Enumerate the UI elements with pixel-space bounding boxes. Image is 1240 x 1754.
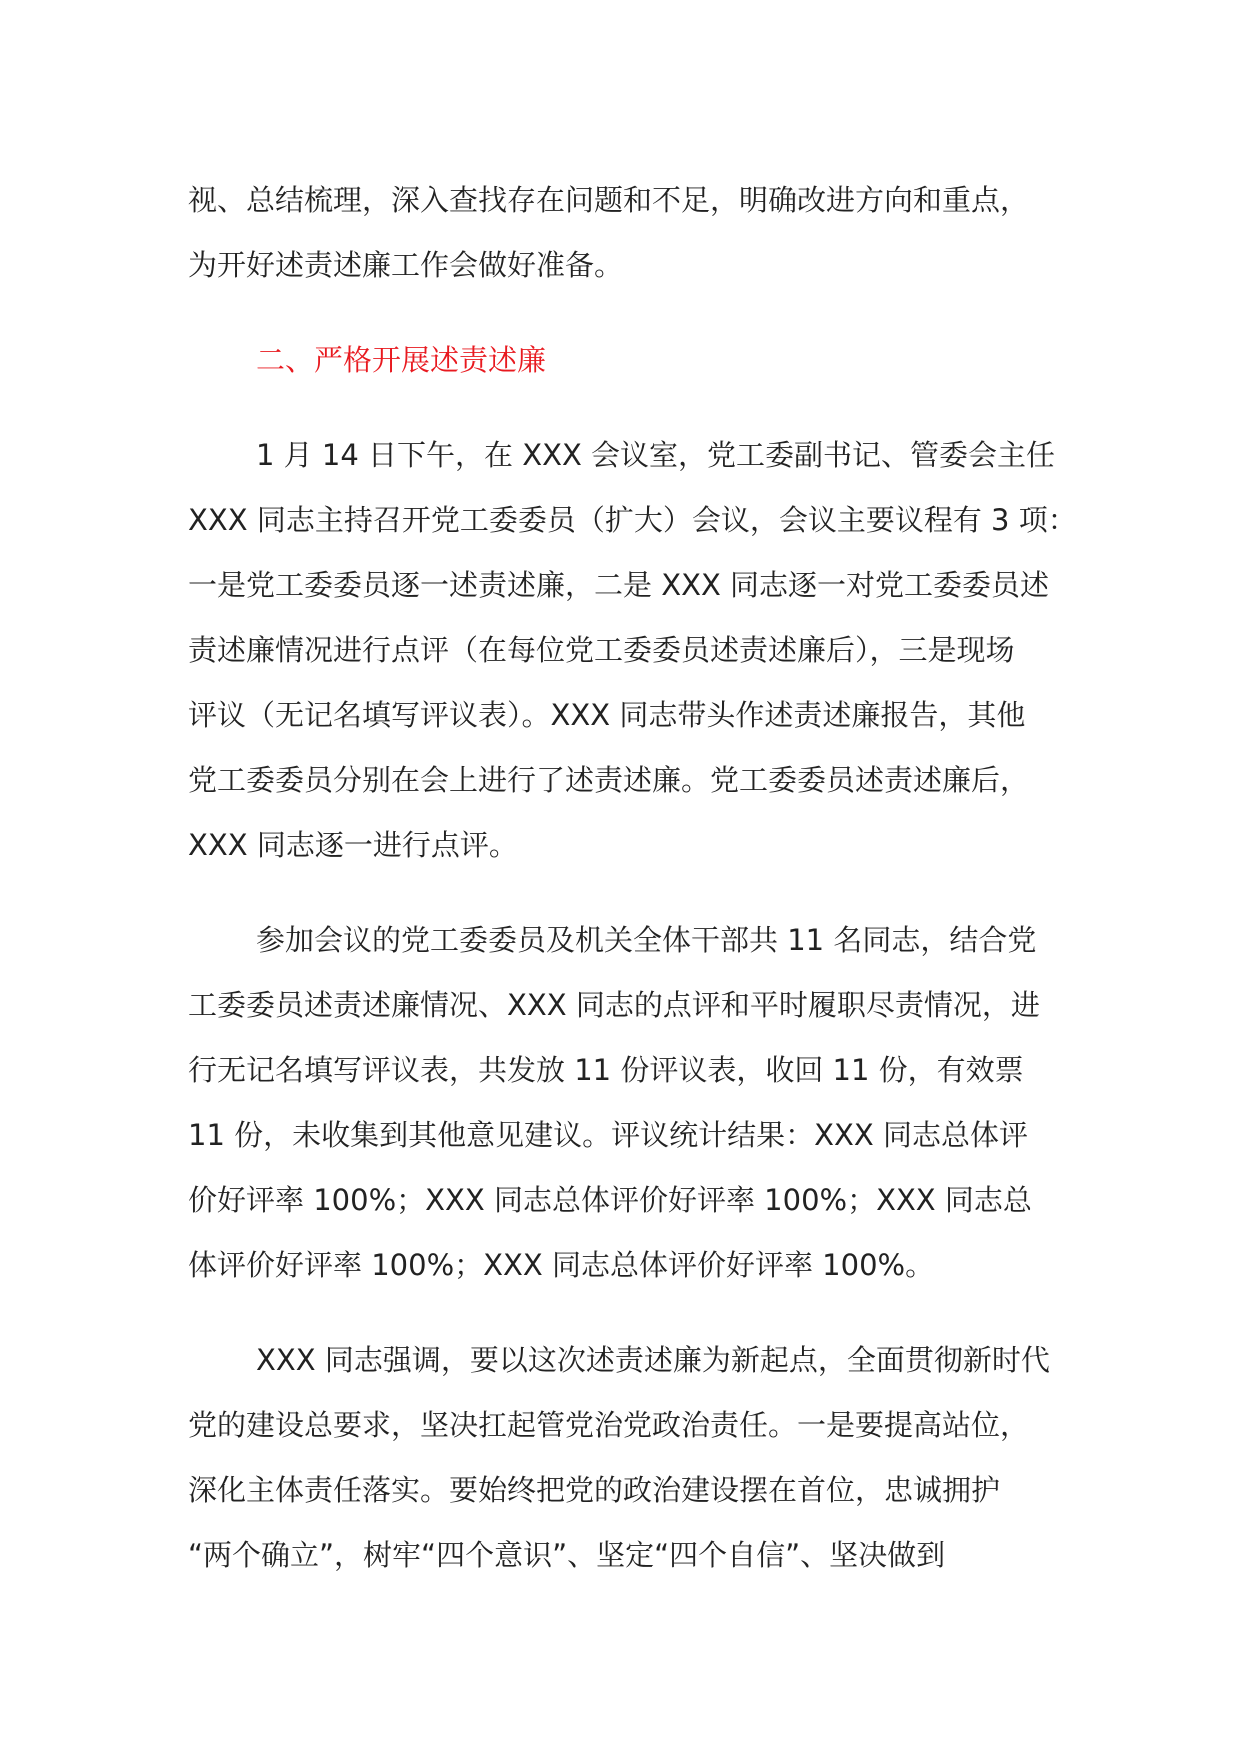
paragraph-line: 视、总结梳理，深入查找存在问题和不足，明确改进方向和重点， — [188, 183, 1030, 217]
paragraph-line: 工委委员述责述廉情况、XXX 同志的点评和平时履职尽责情况，进 — [188, 988, 1040, 1022]
paragraph-4 — [188, 1328, 1058, 1588]
paragraph-line: 价好评率 100%；XXX 同志总体评价好评率 100%；XXX 同志总 — [188, 1183, 1032, 1217]
paragraph-1 — [188, 168, 1058, 298]
section-heading-block — [188, 328, 1058, 393]
paragraph-line: 党的建设总要求，坚决扛起管党治党政治责任。一是要提高站位， — [188, 1408, 1030, 1442]
paragraph-2 — [188, 423, 1077, 878]
paragraph-line: 党工委委员分别在会上进行了述责述廉。党工委委员述责述廉后， — [188, 763, 1030, 797]
paragraph-line: 一是党工委委员逐一述责述廉，二是 XXX 同志逐一对党工委委员述 — [188, 568, 1050, 602]
document-body — [188, 168, 1077, 1588]
section-heading: 二、严格开展述责述廉 — [256, 343, 547, 377]
paragraph-line: 11 份，未收集到其他意见建议。评议统计结果：XXX 同志总体评 — [188, 1118, 1028, 1152]
paragraph-line: 1 月 14 日下午，在 XXX 会议室，党工委副书记、管委会主任 — [256, 438, 1056, 472]
paragraph-line: 行无记名填写评议表，共发放 11 份评议表，收回 11 份，有效票 — [188, 1053, 1024, 1087]
paragraph-line: XXX 同志主持召开党工委委员（扩大）会议，会议主要议程有 3 项： — [188, 503, 1077, 537]
paragraph-3 — [188, 908, 1058, 1298]
paragraph-line: “两个确立”，树牢“四个意识”、坚定“四个自信”、坚决做到 — [188, 1538, 946, 1572]
paragraph-line: 为开好述责述廉工作会做好准备。 — [188, 248, 624, 282]
paragraph-line: XXX 同志强调，要以这次述责述廉为新起点，全面贯彻新时代 — [256, 1343, 1050, 1377]
paragraph-line: 参加会议的党工委委员及机关全体干部共 11 名同志，结合党 — [256, 923, 1037, 957]
paragraph-line: 深化主体责任落实。要始终把党的政治建设摆在首位，忠诚拥护 — [188, 1473, 1001, 1507]
paragraph-line: 体评价好评率 100%；XXX 同志总体评价好评率 100%。 — [188, 1248, 935, 1282]
paragraph-line: 责述廉情况进行点评（在每位党工委委员述责述廉后），三是现场 — [188, 633, 1015, 667]
paragraph-line: 评议（无记名填写评议表）。XXX 同志带头作述责述廉报告，其他 — [188, 698, 1026, 732]
paragraph-line: XXX 同志逐一进行点评。 — [188, 828, 518, 862]
